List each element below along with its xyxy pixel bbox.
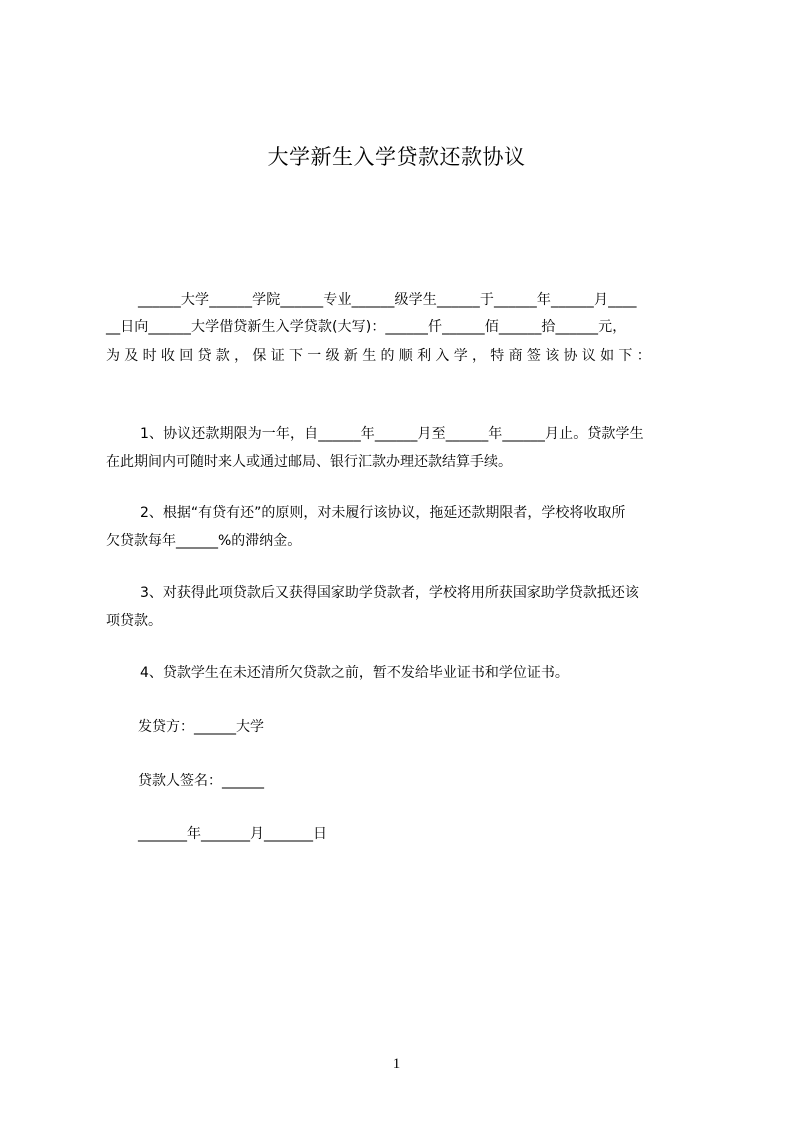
clause-4-line-1: 4、贷款学生在未还清所欠贷款之前，暂不发给毕业证书和学位证书。 xyxy=(140,665,569,681)
intro-line-2: __日向______大学借贷新生入学贷款(大写)：______仟______佰______拾______元， xyxy=(106,319,627,335)
clause-3-line-2: 项贷款。 xyxy=(106,613,162,629)
clause-3-line-1: 3、对获得此项贷款后又获得国家助学贷款者，学校将用所获国家助学贷款抵还该 xyxy=(140,585,639,601)
clause-2-line-2: 欠贷款每年______%的滞纳金。 xyxy=(106,533,302,549)
clause-1-line-2: 在此期间内可随时来人或通过邮局、银行汇款办理还款结算手续。 xyxy=(106,454,512,470)
clause-2-line-1: 2、根据“有贷有还”的原则，对未履行该协议，拖延还款期限者，学校将收取所 xyxy=(140,505,626,521)
signer-line: 贷款人签名：______ xyxy=(138,773,264,789)
intro-line-3: 为及时收回贷款，保证下一级新生的顺利入学，特商签该协议如下： xyxy=(106,348,655,364)
date-line: _______年_______月_______日 xyxy=(138,826,327,842)
clause-1-line-1: 1、协议还款期限为一年，自______年______月至______年______月止。贷款学生 xyxy=(140,426,644,442)
page-number: 1 xyxy=(392,1056,401,1072)
intro-line-1: ______大学______学院______专业______级学生______于______年______月____ xyxy=(138,292,637,308)
document-title: 大学新生入学贷款还款协议 xyxy=(267,145,526,169)
lender-line: 发贷方：______大学 xyxy=(138,719,264,735)
